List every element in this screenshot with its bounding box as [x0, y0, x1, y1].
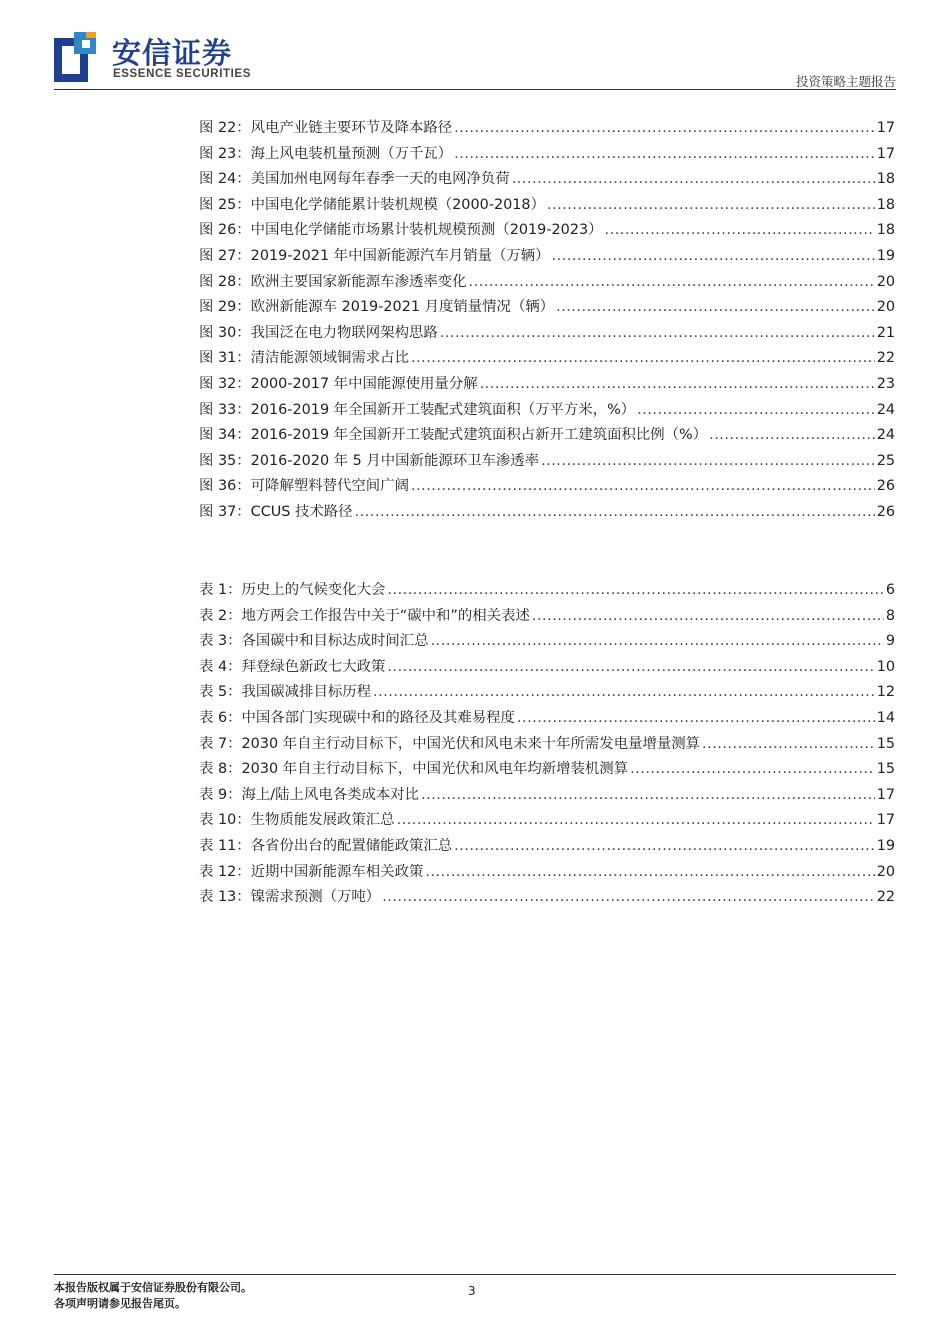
toc-entry-label: 图 29：欧洲新能源车 2019-2021 月度销量情况（辆） [199, 299, 555, 316]
toc-entry-figure[interactable] [199, 476, 895, 502]
toc-entry-page: 26 [876, 478, 895, 495]
header-divider [54, 89, 896, 90]
toc-entry-label: 图 33：2016-2019 年全国新开工装配式建筑面积（万平方米，%） [199, 401, 636, 418]
toc-entry-page: 17 [876, 145, 895, 162]
toc-leader-dots [605, 220, 875, 240]
toc-entry-table[interactable] [199, 862, 895, 888]
toc-leader-dots [355, 502, 875, 522]
toc-entry-table[interactable] [199, 836, 895, 862]
toc-entry-page: 26 [876, 503, 895, 520]
toc-entry-table[interactable] [199, 631, 895, 657]
toc-entry-figure[interactable] [199, 400, 895, 426]
toc-entry-label: 图 35：2016-2020 年 5 月中国新能源环卫车渗透率 [199, 452, 540, 469]
toc-leader-dots [397, 810, 875, 830]
toc-entry-figure[interactable] [199, 502, 895, 528]
brand-name-en: ESSENCE SECURITIES [113, 68, 251, 80]
toc-entry-table[interactable] [199, 759, 895, 785]
copyright-notice: 本报告版权属于安信证券股份有限公司。 [54, 1281, 252, 1294]
toc-leader-dots [373, 682, 875, 702]
toc-entry-table[interactable] [199, 810, 895, 836]
toc-entry-label: 表 3：各国碳中和目标达成时间汇总 [199, 633, 429, 650]
toc-leader-dots [552, 246, 875, 266]
figure-list [199, 118, 895, 528]
toc-entry-figure[interactable] [199, 272, 895, 298]
toc-entry-figure[interactable] [199, 323, 895, 349]
toc-entry-label: 表 7：2030 年自主行动目标下，中国光伏和风电未来十年所需发电量增量测算 [199, 735, 701, 752]
toc-entry-page: 12 [876, 684, 895, 701]
toc-leader-dots [541, 451, 875, 471]
toc-entry-page: 19 [876, 247, 895, 264]
toc-entry-label: 表 10：生物质能发展政策汇总 [199, 812, 395, 829]
footer-divider [54, 1274, 896, 1275]
toc-entry-label: 表 13：镍需求预测（万吨） [199, 889, 381, 906]
toc-entry-figure[interactable] [199, 246, 895, 272]
toc-entry-label: 图 27：2019-2021 年中国新能源汽车月销量（万辆） [199, 247, 550, 264]
toc-entry-label: 表 12：近期中国新能源车相关政策 [199, 863, 424, 880]
toc-entry-label: 表 9：海上/陆上风电各类成本对比 [199, 786, 420, 803]
toc-leader-dots [512, 169, 875, 189]
toc-leader-dots [630, 759, 875, 779]
toc-entry-label: 表 6：中国各部门实现碳中和的路径及其难易程度 [199, 709, 515, 726]
toc-leader-dots [421, 785, 875, 805]
toc-entry-page: 20 [876, 273, 895, 290]
toc-entry-page: 17 [876, 120, 895, 136]
toc-entry-label: 图 24：美国加州电网每年春季一天的电网净负荷 [199, 171, 510, 188]
toc-entry-page: 21 [876, 324, 895, 341]
toc-entry-page: 17 [876, 786, 895, 803]
toc-leader-dots [387, 657, 874, 677]
toc-entry-page: 19 [876, 837, 895, 854]
toc-leader-dots [469, 272, 875, 292]
disclaimer-notice: 各项声明请参见报告尾页。 [54, 1297, 186, 1310]
toc-entry-table[interactable] [199, 708, 895, 734]
toc-leader-dots [480, 374, 875, 394]
toc-entry-page: 18 [876, 196, 895, 213]
page-number: 3 [468, 1284, 476, 1298]
essence-logo-icon [54, 32, 100, 82]
toc-entry-table[interactable] [199, 887, 895, 913]
toc-entry-label: 图 23：海上风电装机量预测（万千瓦） [199, 145, 453, 162]
toc-leader-dots [454, 118, 875, 138]
toc-entry-figure[interactable] [199, 220, 895, 246]
toc-entry-table[interactable] [199, 785, 895, 811]
toc-entry-label: 表 8：2030 年自主行动目标下，中国光伏和风电年均新增装机测算 [199, 761, 629, 778]
toc-entry-table[interactable] [199, 580, 895, 606]
toc-entry-page: 15 [876, 761, 895, 778]
toc-entry-label: 图 28：欧洲主要国家新能源车渗透率变化 [199, 273, 467, 290]
toc-leader-dots [411, 348, 875, 368]
toc-entry-table[interactable] [199, 682, 895, 708]
toc-leader-dots [517, 708, 875, 728]
toc-entry-label: 表 2：地方两会工作报告中关于“碳中和”的相关表述 [199, 607, 530, 624]
toc-entry-page: 20 [876, 863, 895, 880]
brand-name-cn: 安信证券 [112, 36, 233, 70]
toc-entry-label: 图 32：2000-2017 年中国能源使用量分解 [199, 375, 478, 392]
toc-leader-dots [709, 425, 875, 445]
toc-entry-label: 图 34：2016-2019 年全国新开工装配式建筑面积占新开工建筑面积比例（%） [199, 427, 708, 444]
toc-entry-label: 图 25：中国电化学储能累计装机规模（2000-2018） [199, 196, 545, 213]
toc-entry-page: 18 [876, 222, 895, 239]
toc-entry-figure[interactable] [199, 297, 895, 323]
toc-leader-dots [547, 195, 875, 215]
toc-entry-page: 25 [876, 452, 895, 469]
toc-entry-page: 23 [876, 375, 895, 392]
toc-entry-table[interactable] [199, 606, 895, 632]
toc-entry-page: 24 [876, 401, 895, 418]
toc-leader-dots [431, 631, 884, 651]
toc-leader-dots [454, 144, 875, 164]
toc-entry-figure[interactable] [199, 425, 895, 451]
toc-entry-page: 22 [876, 350, 895, 367]
toc-leader-dots [532, 606, 884, 626]
toc-leader-dots [702, 734, 875, 754]
toc-leader-dots [556, 297, 875, 317]
toc-leader-dots [382, 887, 875, 907]
toc-entry-page: 17 [876, 812, 895, 829]
toc-entry-page: 15 [876, 735, 895, 752]
toc-entry-label: 图 26：中国电化学储能市场累计装机规模预测（2019-2023） [199, 222, 603, 239]
table-list [199, 580, 895, 913]
toc-entry-figure[interactable] [199, 451, 895, 477]
toc-entry-label: 图 30：我国泛在电力物联网架构思路 [199, 324, 438, 341]
toc-entry-label: 图 37：CCUS 技术路径 [199, 503, 353, 520]
toc-leader-dots [454, 836, 875, 856]
toc-entry-label: 表 11：各省份出台的配置储能政策汇总 [199, 837, 453, 854]
toc-entry-label: 表 5：我国碳减排目标历程 [199, 684, 372, 701]
toc-entry-table[interactable] [199, 657, 895, 683]
toc-entry-label: 表 4：拜登绿色新政七大政策 [199, 658, 386, 675]
toc-leader-dots [440, 323, 875, 343]
toc-entry-figure[interactable] [199, 374, 895, 400]
toc-entry-page: 9 [885, 633, 895, 650]
page-header [0, 0, 950, 92]
toc-entry-figure[interactable] [199, 348, 895, 374]
toc-entry-figure[interactable] [199, 144, 895, 170]
toc-entry-page: 18 [876, 171, 895, 188]
report-type-label: 投资策略主题报告 [795, 74, 896, 89]
footer-notice [54, 1280, 252, 1312]
toc-entry-label: 图 36：可降解塑料替代空间广阔 [199, 478, 409, 495]
toc-entry-figure[interactable] [199, 169, 895, 195]
toc-entry-page: 14 [876, 709, 895, 726]
toc-entry-page: 22 [876, 889, 895, 906]
toc-entry-page: 20 [876, 299, 895, 316]
toc-entry-page: 10 [876, 658, 895, 675]
toc-leader-dots [387, 580, 883, 600]
toc-leader-dots [425, 862, 874, 882]
toc-entry-figure[interactable] [199, 118, 895, 144]
toc-entry-page: 6 [885, 582, 895, 598]
toc-entry-page: 8 [885, 607, 895, 624]
toc-entry-label: 图 31：清洁能源领域铜需求占比 [199, 350, 409, 367]
toc-entry-page: 24 [876, 427, 895, 444]
toc-entry-label: 表 1：历史上的气候变化大会 [199, 582, 386, 598]
toc-entry-figure[interactable] [199, 195, 895, 221]
toc-entry-table[interactable] [199, 734, 895, 760]
toc-leader-dots [411, 476, 875, 496]
toc-entry-label: 图 22：风电产业链主要环节及降本路径 [199, 120, 453, 136]
toc-leader-dots [637, 400, 875, 420]
